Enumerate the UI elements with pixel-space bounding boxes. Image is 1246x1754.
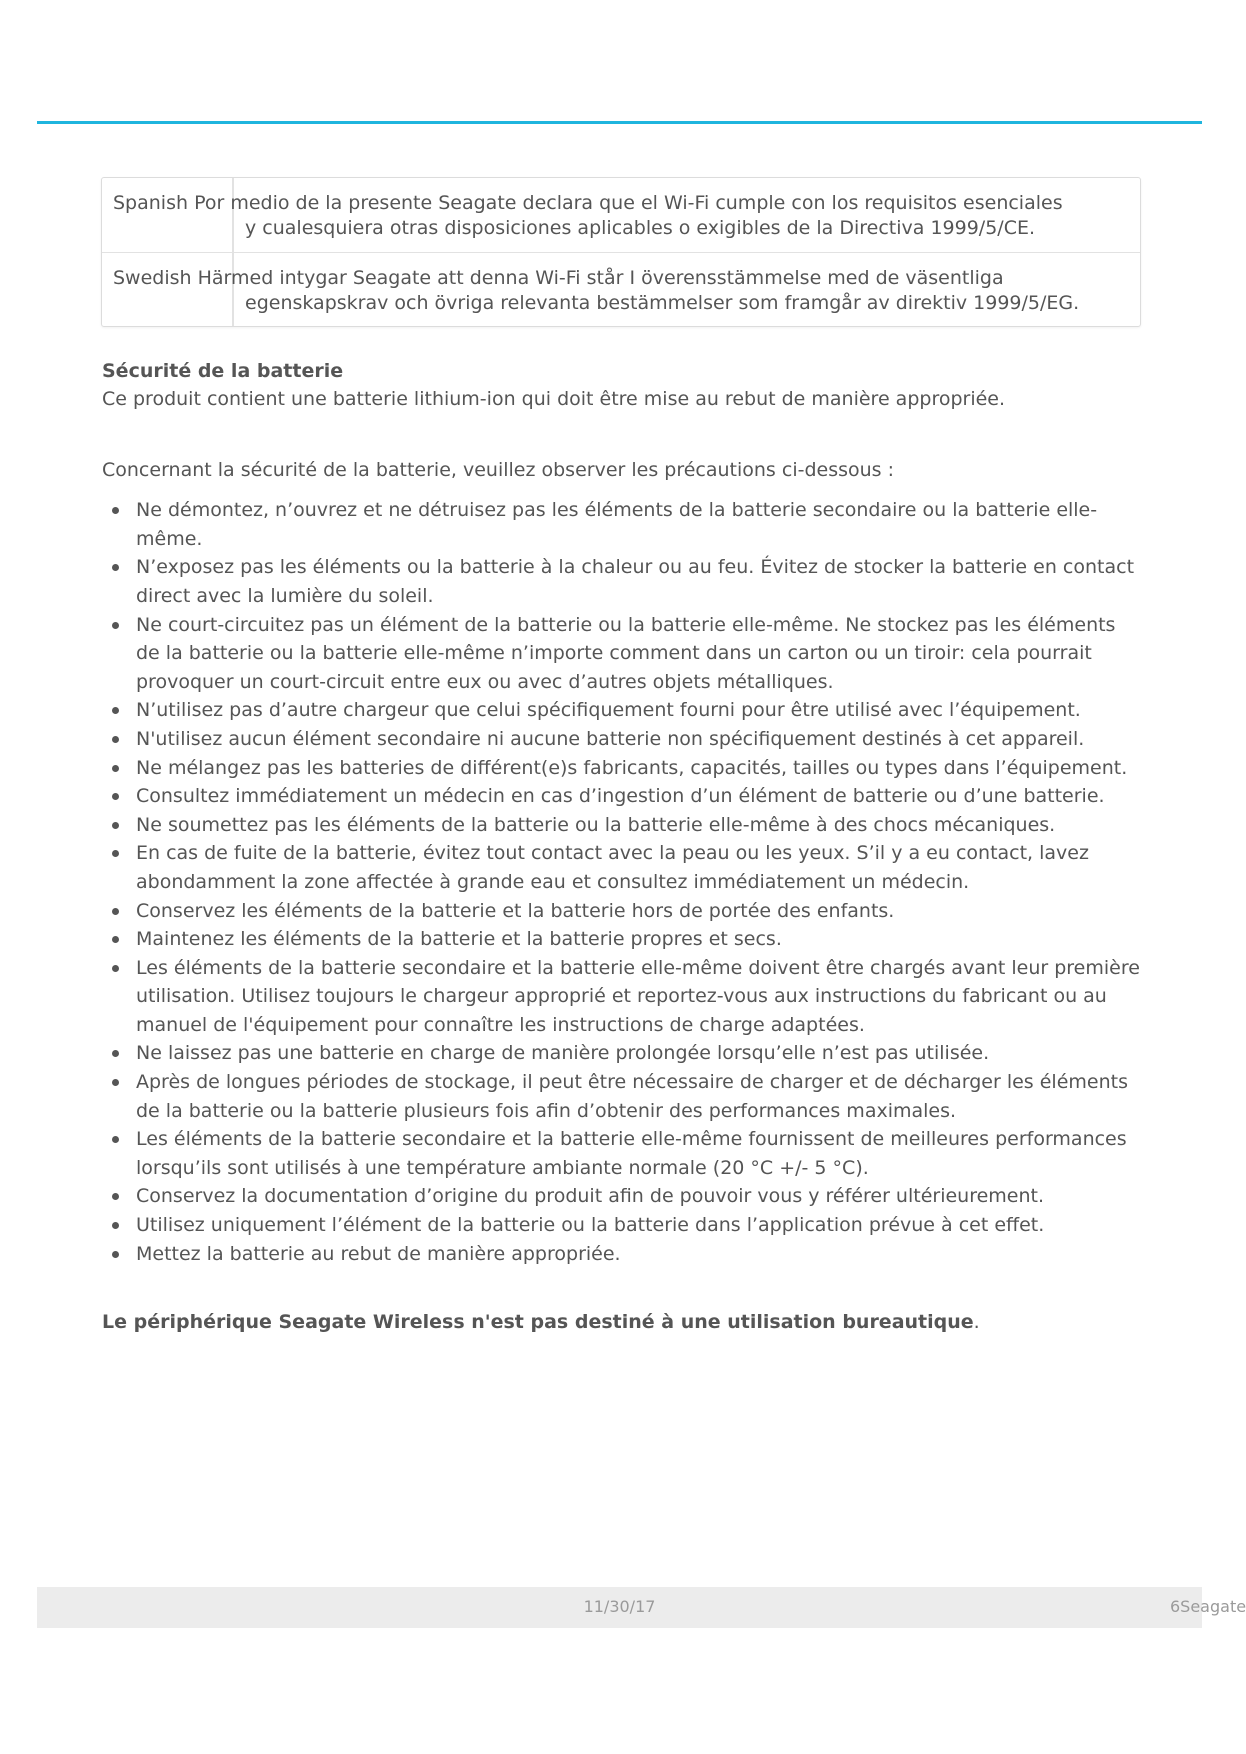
list-item: Les éléments de la batterie secondaire et la batterie elle-même fournissent de meilleures performances lorsqu’ils sont utilisés à une température ambiante normale (20 °C +/- 5 °C). xyxy=(136,1125,1142,1182)
list-item: Utilisez uniquement l’élément de la batterie ou la batterie dans l’application prévue à cet effet. xyxy=(136,1211,1142,1240)
list-item: En cas de fuite de la batterie, évitez tout contact avec la peau ou les yeux. S’il y a eu contact, lavez abondamment la zone affectée à grande eau et consultez immédiatement un médecin. xyxy=(136,839,1142,896)
column-divider xyxy=(232,253,234,326)
list-item: Après de longues périodes de stockage, il peut être nécessaire de charger et de décharger les éléments de la batterie ou la batterie plusieurs fois afin d’obtenir des performances maximales. xyxy=(136,1068,1142,1125)
declaration-line-1: Swedish Härmed intygar Seagate att denna Wi-Fi står I överensstämmelse med de väsentliga xyxy=(113,267,1004,289)
declaration-line-2: egenskapskrav och övriga relevanta bestämmelser som framgår av direktiv 1999/5/EG. xyxy=(245,292,1080,314)
list-item: Consultez immédiatement un médecin en cas d’ingestion d’un élément de batterie ou d’une batterie. xyxy=(136,782,1142,811)
footer-page-number: 6Seagate xyxy=(1170,1597,1246,1616)
list-item: Ne laissez pas une batterie en charge de manière prolongée lorsqu’elle n’est pas utilisée. xyxy=(136,1039,1142,1068)
declaration-line-2: y cualesquiera otras disposiciones aplicables o exigibles de la Directiva 1999/5/CE. xyxy=(245,217,1036,239)
list-item: Conservez les éléments de la batterie et la batterie hors de portée des enfants. xyxy=(136,897,1142,926)
declarations-table xyxy=(101,177,1141,327)
page-footer xyxy=(37,1587,1246,1628)
list-item: Ne soumettez pas les éléments de la batterie ou la batterie elle-même à des chocs mécaniques. xyxy=(136,811,1142,840)
table-row xyxy=(102,178,1140,253)
table-row xyxy=(102,253,1140,326)
list-item: Mettez la batterie au rebut de manière appropriée. xyxy=(136,1240,1142,1269)
precautions-list xyxy=(102,496,1142,1268)
section-lead: Concernant la sécurité de la batterie, veuillez observer les précautions ci-dessous : xyxy=(102,458,895,481)
declaration-line-1: Spanish Por medio de la presente Seagate declara que el Wi-Fi cumple con los requisitos esenciales xyxy=(113,192,1063,214)
list-item: N’exposez pas les éléments ou la batterie à la chaleur ou au feu. Évitez de stocker la batterie en contact direct avec la lumière du soleil. xyxy=(136,553,1142,610)
footer-date: 11/30/17 xyxy=(583,1597,656,1616)
list-item: Ne démontez, n’ouvrez et ne détruisez pas les éléments de la batterie secondaire ou la batterie elle-même. xyxy=(136,496,1142,553)
battery-section xyxy=(102,357,1142,1337)
list-item: Les éléments de la batterie secondaire et la batterie elle-même doivent être chargés avant leur première utilisation. Utilisez toujours le chargeur approprié et reportez-vous aux instructions du fabricant ou au manuel de l'équipement pour connaître les instructions de charge adaptées. xyxy=(136,954,1142,1040)
list-item: Ne court-circuitez pas un élément de la batterie ou la batterie elle-même. Ne stockez pas les éléments de la batterie ou la batterie elle-même n’importe comment dans un carton ou un tiroir: cela pourrait provoquer un court-circuit entre eux ou avec d’autres objets métalliques. xyxy=(136,611,1142,697)
closing-note-bold: Le périphérique Seagate Wireless n'est pas destiné à une utilisation bureautique xyxy=(102,1311,974,1334)
column-divider xyxy=(232,178,234,252)
list-item: Maintenez les éléments de la batterie et la batterie propres et secs. xyxy=(136,925,1142,954)
list-item: Conservez la documentation d’origine du produit afin de pouvoir vous y référer ultérieurement. xyxy=(136,1182,1142,1211)
section-title: Sécurité de la batterie xyxy=(102,360,344,382)
section-intro: Ce produit contient une batterie lithium-ion qui doit être mise au rebut de manière appropriée. xyxy=(102,388,1006,410)
closing-note xyxy=(102,1308,1142,1337)
closing-note-tail: . xyxy=(973,1311,980,1334)
list-item: Ne mélangez pas les batteries de différent(e)s fabricants, capacités, tailles ou types dans l’équipement. xyxy=(136,754,1142,783)
list-item: N’utilisez pas d’autre chargeur que celui spécifiquement fourni pour être utilisé avec l’équipement. xyxy=(136,696,1142,725)
header-rule xyxy=(37,121,1202,124)
list-item: N'utilisez aucun élément secondaire ni aucune batterie non spécifiquement destinés à cet appareil. xyxy=(136,725,1142,754)
